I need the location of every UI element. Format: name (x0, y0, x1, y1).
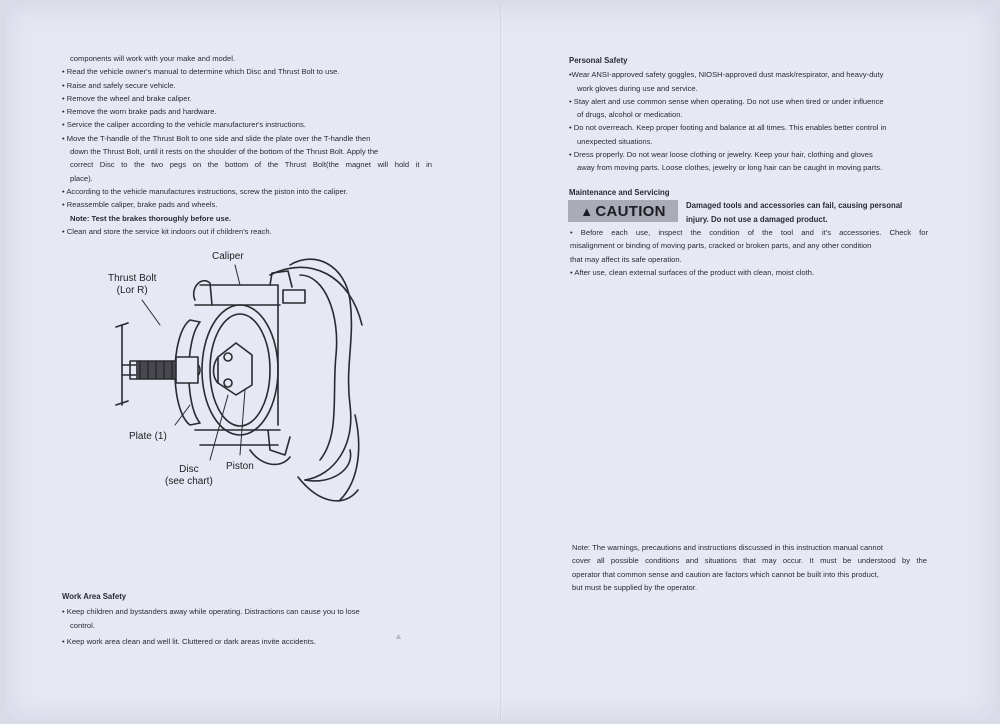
instruction-line: • Service the caliper according to the vehicle manufacturer's instructions. (62, 120, 306, 130)
note-line: Note: The warnings, precautions and instructions discussed in this instruction manual cannot (572, 543, 883, 552)
piston-label: Piston (226, 461, 254, 472)
caution-badge (568, 200, 678, 222)
maintenance-line: that may affect its safe operation. (570, 254, 682, 264)
instruction-line: place). (70, 173, 93, 183)
work-area-line: • Keep children and bystanders away while operating. Distractions can cause you to lose (62, 607, 360, 617)
note-line: operator that common sense and caution are factors which cannot be built into this product, (572, 569, 879, 579)
maintenance-line: • Before each use, inspect the condition of the tool and it's accessories. Check for (570, 228, 928, 237)
personal-safety-line: •Wear ANSI-approved safety goggles, NIOSH-approved dust mask/respirator, and heavy-duty (569, 70, 884, 80)
instruction-line: components will work with your make and model. (70, 54, 236, 63)
disc-label-line2: (see chart) (165, 476, 213, 487)
thrust-bolt-label (108, 273, 156, 297)
caliper-label: Caliper (212, 251, 244, 262)
note-line: cover all possible conditions and situations that may occur. It must be understood by the (572, 556, 927, 566)
personal-safety-line: unexpected situations. (577, 136, 653, 146)
work-area-heading: Work Area Safety (62, 592, 127, 601)
disc-label (165, 464, 213, 488)
instruction-line: • Raise and safely secure vehicle. (62, 80, 176, 90)
plate-label: Plate (1) (129, 431, 167, 442)
caution-text (686, 199, 936, 227)
personal-safety-line: work gloves during use and service. (577, 83, 698, 93)
thrust-bolt-label-line2: (Lor R) (116, 285, 148, 296)
maintenance-line: misalignment or binding of moving parts, cracked or broken parts, and any other condition (570, 241, 872, 251)
personal-safety-line: • Stay alert and use common sense when operating. Do not use when tired or under influence (569, 96, 884, 106)
caution-text-line: Damaged tools and accessories can fail, causing personal (686, 201, 903, 210)
test-brakes-note: Note: Test the brakes thoroughly before use. (70, 213, 232, 223)
instruction-line: • Remove the worn brake pads and hardware. (62, 107, 217, 117)
instruction-line: • Remove the wheel and brake caliper. (62, 93, 192, 103)
personal-safety-line: of drugs, alcohol or medication. (577, 110, 683, 120)
note-line: but must be supplied by the operator. (572, 582, 697, 592)
maintenance-line: • After use, clean external surfaces of the product with clean, moist cloth. (570, 267, 815, 277)
thrust-bolt-label-line1: Thrust Bolt (108, 273, 157, 284)
left-instructions (62, 52, 432, 238)
warning-triangle-icon: ▲ (580, 203, 594, 219)
instruction-line: • According to the vehicle manufactures instructions, screw the piston into the caliper. (62, 186, 348, 196)
page-fold (500, 4, 502, 720)
instruction-line: • Clean and store the service kit indoors out if children's reach. (62, 226, 272, 236)
personal-safety-heading: Personal Safety (569, 56, 628, 65)
operator-note (572, 541, 927, 594)
personal-safety-section (569, 54, 939, 175)
caution-text-line: injury. Do not use a damaged product. (686, 215, 828, 224)
caution-label: CAUTION (595, 202, 666, 220)
maintenance-heading: Maintenance and Servicing (569, 188, 670, 197)
instruction-line: correct Disc to the two pegs on the bottom of the Thrust Bolt(the magnet will hold it in (70, 160, 432, 170)
work-area-line: • Keep work area clean and well lit. Cluttered or dark areas invite accidents. (62, 636, 316, 646)
instruction-line: • Read the vehicle owner's manual to determine which Disc and Thrust Bolt to use. (62, 67, 340, 77)
work-area-line: control. (70, 620, 95, 630)
personal-safety-line: • Do not overreach. Keep proper footing and balance at all times. This enables better control in (569, 123, 887, 133)
instruction-line: • Reassemble caliper, brake pads and wheels. (62, 200, 218, 210)
work-area-safety-section (62, 590, 432, 648)
bleed-through-mark: ▲ (394, 631, 403, 641)
disc-label-line1: Disc (179, 464, 199, 475)
maintenance-section (570, 226, 928, 279)
personal-safety-line: • Dress properly. Do not wear loose clothing or jewelry. Keep your hair, clothing and gloves (569, 150, 873, 160)
instruction-line: • Move the T-handle of the Thrust Bolt to one side and slide the plate over the T-handle then (62, 133, 371, 143)
instruction-line: down the Thrust Bolt, until it rests on the shoulder of the bottom of the Thrust Bolt. Apply the (70, 147, 379, 157)
personal-safety-line: away from moving parts. Loose clothes, jewelry or long hair can be caught in moving parts. (577, 163, 883, 173)
